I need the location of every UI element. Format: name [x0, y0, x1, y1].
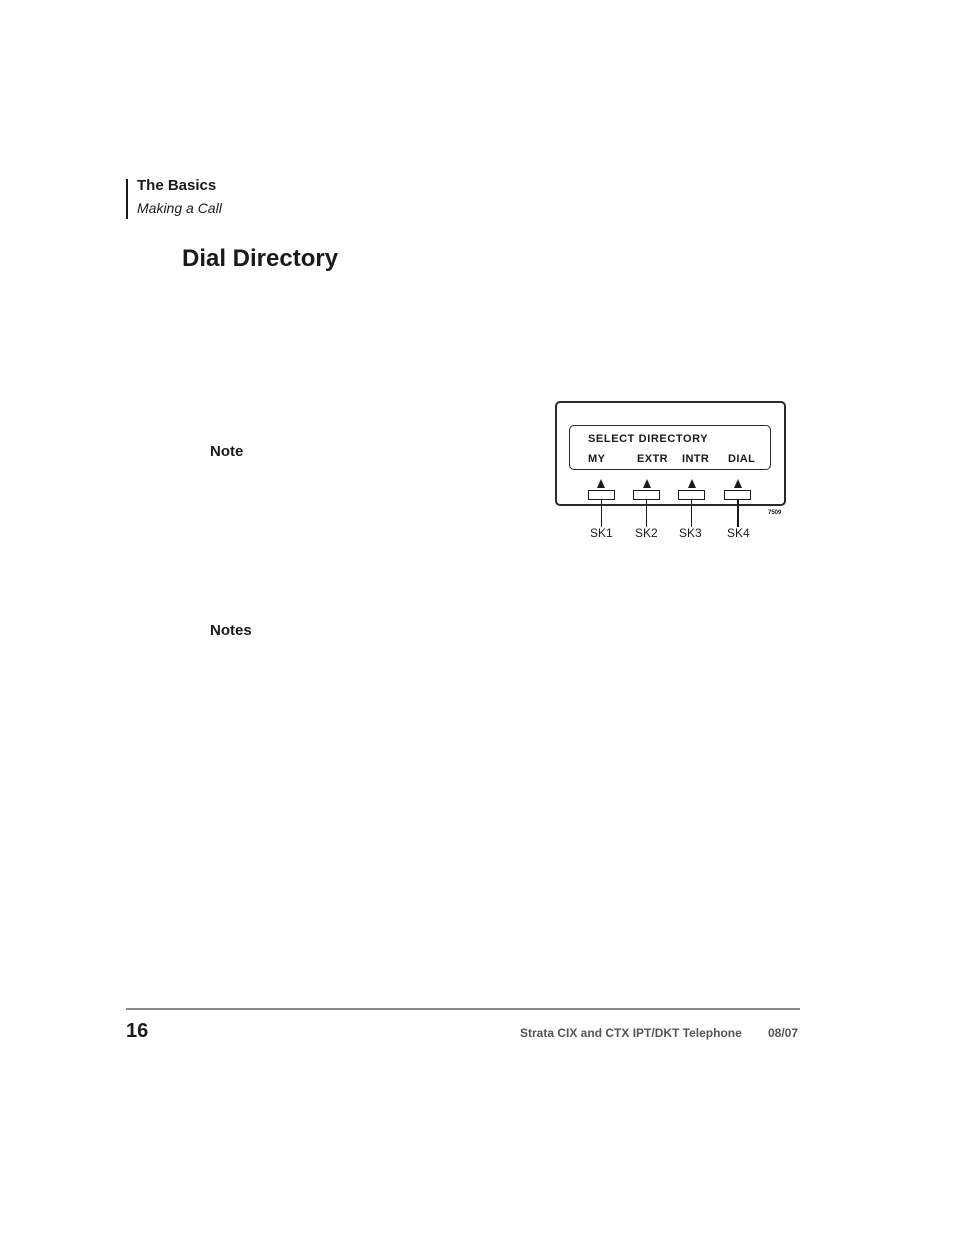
notes-label: Notes: [210, 622, 252, 639]
figure-number: 7509: [768, 510, 782, 516]
footer-date: 08/07: [768, 1026, 799, 1040]
up-arrow-icon: [643, 479, 651, 488]
softkey-label-sk1: SK1: [590, 526, 613, 540]
section-subtitle: Making a Call: [137, 200, 222, 216]
footer-rule: [126, 1008, 800, 1010]
up-arrow-icon: [688, 479, 696, 488]
up-arrow-icon: [734, 479, 742, 488]
leader-line: [691, 500, 692, 527]
page-number: 16: [126, 1020, 149, 1042]
softkey-label-sk3: SK3: [679, 526, 702, 540]
section-title: The Basics: [137, 177, 217, 194]
softkey-label-sk4: SK4: [727, 526, 750, 540]
up-arrow-icon: [597, 479, 605, 488]
softkey-2: [633, 490, 660, 500]
softkey-label-sk2: SK2: [635, 526, 658, 540]
page-title: Dial Directory: [182, 245, 339, 272]
note-label: Note: [210, 443, 244, 460]
leader-line: [646, 500, 647, 527]
lcd-key-dial: DIAL: [728, 453, 756, 465]
softkey-3: [678, 490, 705, 500]
leader-line: [601, 500, 602, 527]
softkey-4: [724, 490, 751, 500]
lcd-key-my: MY: [588, 453, 606, 465]
header-bar: [126, 179, 128, 219]
lcd-key-intr: INTR: [682, 453, 710, 465]
softkey-1: [588, 490, 615, 500]
footer-title: Strata CIX and CTX IPT/DKT Telephone: [520, 1026, 742, 1040]
lcd-key-extr: EXTR: [637, 453, 668, 465]
lcd-line-select-directory: SELECT DIRECTORY: [588, 433, 709, 445]
leader-line: [737, 500, 739, 527]
